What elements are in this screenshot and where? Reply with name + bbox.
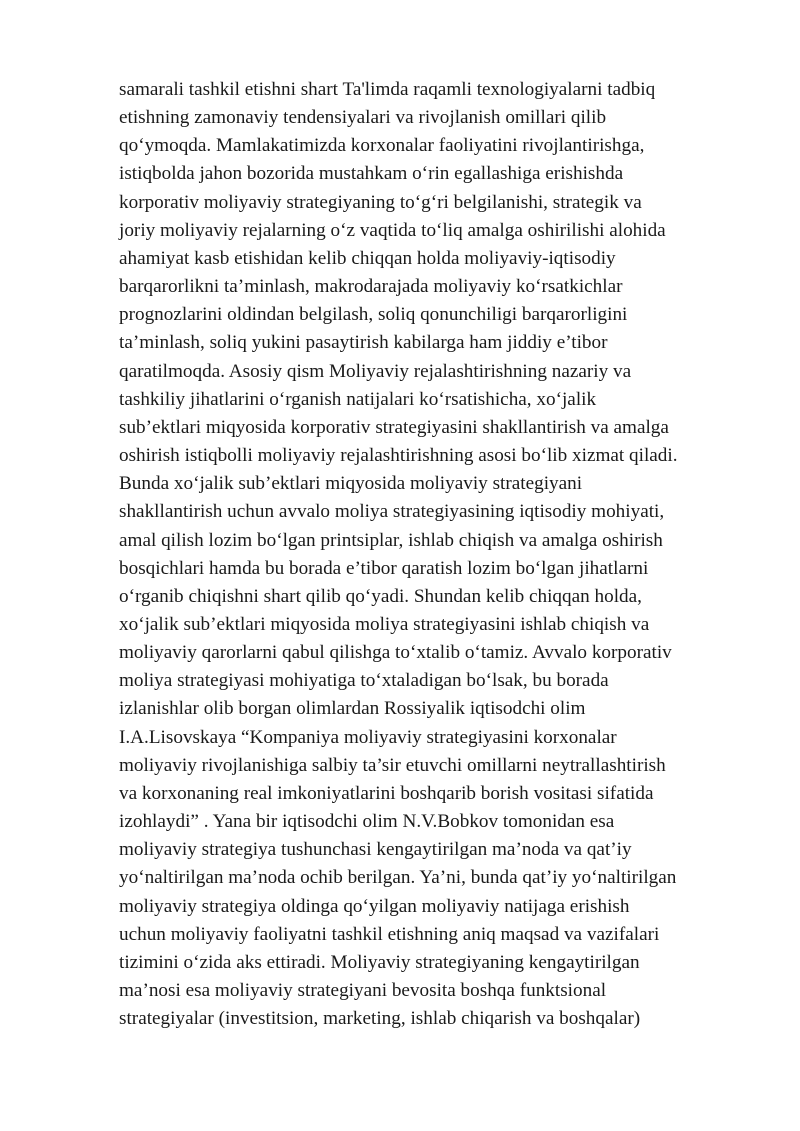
text-line: strategiyalar (investitsion, marketing, ishlab chiqarish va boshqalar): [119, 1008, 641, 1030]
body-paragraph: [119, 76, 759, 1033]
text-line: ahamiyat kasb etishidan kelib chiqqan holda moliyaviy-iqtisodiy: [119, 247, 616, 269]
text-line: uchun moliyaviy faoliyatni tashkil etishning aniq maqsad va vazifalari: [119, 923, 660, 945]
text-line: oshirish istiqbolli moliyaviy rejalashtirishning asosi bo‘lib xizmat qiladi.: [119, 445, 678, 467]
text-line: etishning zamonaviy tendensiyalari va rivojlanish omillari qilib: [119, 107, 607, 129]
text-line: xo‘jalik sub’ektlari miqyosida moliya strategiyasini ishlab chiqish va: [119, 613, 650, 635]
text-line: moliyaviy qarorlarni qabul qilishga to‘xtalib o‘tamiz. Avvalo korporativ: [119, 642, 672, 664]
text-line: moliyaviy strategiya oldinga qo‘yilgan moliyaviy natijaga erishish: [119, 895, 630, 917]
text-line: korporativ moliyaviy strategiyaning to‘g‘ri belgilanishi, strategik va: [119, 191, 642, 213]
text-line: joriy moliyaviy rejalarning o‘z vaqtida to‘liq amalga oshirilishi alohida: [119, 219, 666, 241]
text-line: moliyaviy strategiya tushunchasi kengaytirilgan ma’noda va qat’iy: [119, 839, 632, 861]
text-line: samarali tashkil etishni shart Ta'limda raqamli texnologiyalarni tadbiq: [119, 79, 656, 100]
text-line: ta’minlash, soliq yukini pasaytirish kabilarga ham jiddiy e’tibor: [119, 332, 608, 354]
text-line: sub’ektlari miqyosida korporativ strategiyasini shakllantirish va amalga: [119, 416, 669, 438]
text-line: qo‘ymoqda. Mamlakatimizda korxonalar faoliyatini rivojlantirishga,: [119, 135, 645, 157]
text-line: moliya strategiyasi mohiyatiga to‘xtaladigan bo‘lsak, bu borada: [119, 670, 609, 692]
text-line: shakllantirish uchun avvalo moliya strategiyasining iqtisodiy mohiyati,: [119, 501, 665, 523]
text-line: I.A.Lisovskaya “Kompaniya moliyaviy strategiyasini korxonalar: [119, 726, 617, 748]
text-line: va korxonaning real imkoniyatlarini boshqarib borish vositasi sifatida: [119, 782, 654, 804]
text-line: tizimini o‘zida aks ettiradi. Moliyaviy strategiyaning kengaytirilgan: [119, 951, 640, 973]
text-line: amal qilish lozim bo‘lgan printsiplar, ishlab chiqish va amalga oshirish: [119, 529, 663, 551]
text-line: prognozlarini oldindan belgilash, soliq qonunchiligi barqarorligini: [119, 304, 628, 326]
text-line: Bunda xo‘jalik sub’ektlari miqyosida moliyaviy strategiyani: [119, 473, 583, 495]
text-line: izlanishlar olib borgan olimlardan Rossiyalik iqtisodchi olim: [119, 698, 586, 720]
text-line: yo‘naltirilgan ma’noda ochib berilgan. Ya’ni, bunda qat’iy yo‘naltirilgan: [119, 867, 677, 889]
text-line: ma’nosi esa moliyaviy strategiyani bevosita boshqa funktsional: [119, 980, 607, 1001]
text-line: izohlaydi” . Yana bir iqtisodchi olim N.V.Bobkov tomonidan esa: [119, 811, 615, 833]
text-line: moliyaviy rivojlanishiga salbiy ta’sir etuvchi omillarni neytrallashtirish: [119, 754, 666, 776]
text-line: o‘rganib chiqishni shart qilib qo‘yadi. Shundan kelib chiqqan holda,: [119, 585, 642, 607]
text-line: barqarorlikni ta’minlash, makrodarajada moliyaviy ko‘rsatkichlar: [119, 276, 623, 298]
text-line: istiqbolda jahon bozorida mustahkam o‘rin egallashiga erishishda: [119, 163, 624, 185]
text-line: qaratilmoqda. Asosiy qism Moliyaviy rejalashtirishning nazariy va: [119, 360, 632, 382]
text-line: tashkiliy jihatlarini o‘rganish natijalari ko‘rsatishicha, xo‘jalik: [119, 388, 597, 410]
text-line: bosqichlari hamda bu borada e’tibor qaratish lozim bo‘lgan jihatlarni: [119, 557, 649, 579]
